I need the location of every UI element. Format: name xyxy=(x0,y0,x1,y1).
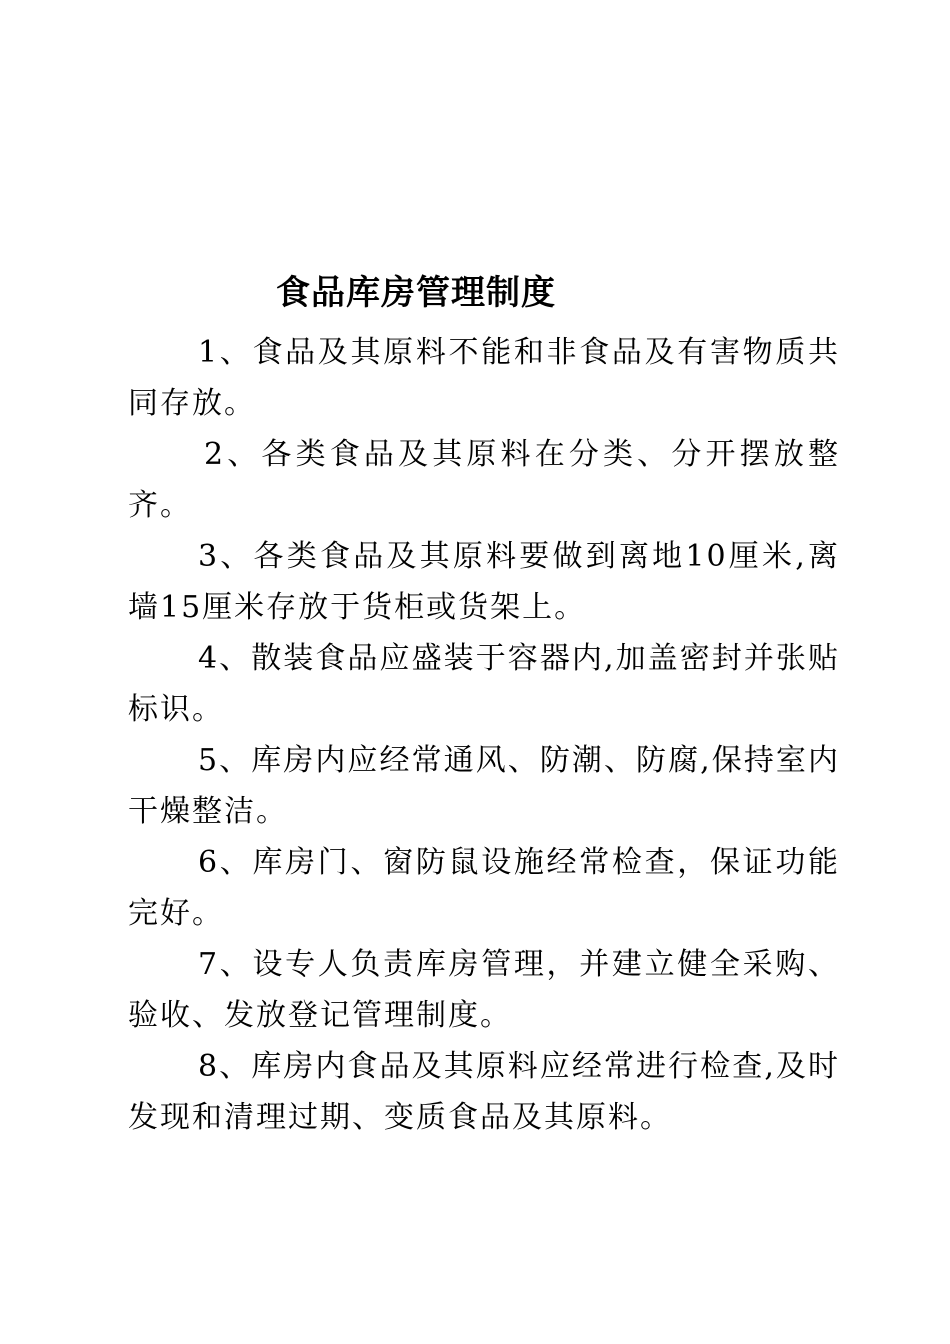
rule-item-2: 2、各类食品及其原料在分类、分开摆放整齐。 xyxy=(128,437,840,523)
rule-item-5: 5、库房内应经常通风、防潮、防腐,保持室内干燥整洁。 xyxy=(128,743,840,829)
rule-item-4: 4、散装食品应盛装于容器内,加盖密封并张贴标识。 xyxy=(128,641,840,727)
rule-item-3: 3、各类食品及其原料要做到离地10厘米,离墙15厘米存放于货柜或货架上。 xyxy=(128,539,840,625)
rule-item-1: 1、食品及其原料不能和非食品及有害物质共同存放。 xyxy=(128,335,840,421)
document-title: 食品库房管理制度 xyxy=(276,273,556,313)
rule-item-7: 7、设专人负责库房管理，并建立健全采购、验收、发放登记管理制度。 xyxy=(128,947,840,1033)
rule-item-6: 6、库房门、窗防鼠设施经常检查，保证功能完好。 xyxy=(128,845,840,931)
rules-list xyxy=(128,327,840,1143)
rule-item-8: 8、库房内食品及其原料应经常进行检查,及时发现和清理过期、变质食品及其原料。 xyxy=(128,1049,840,1135)
